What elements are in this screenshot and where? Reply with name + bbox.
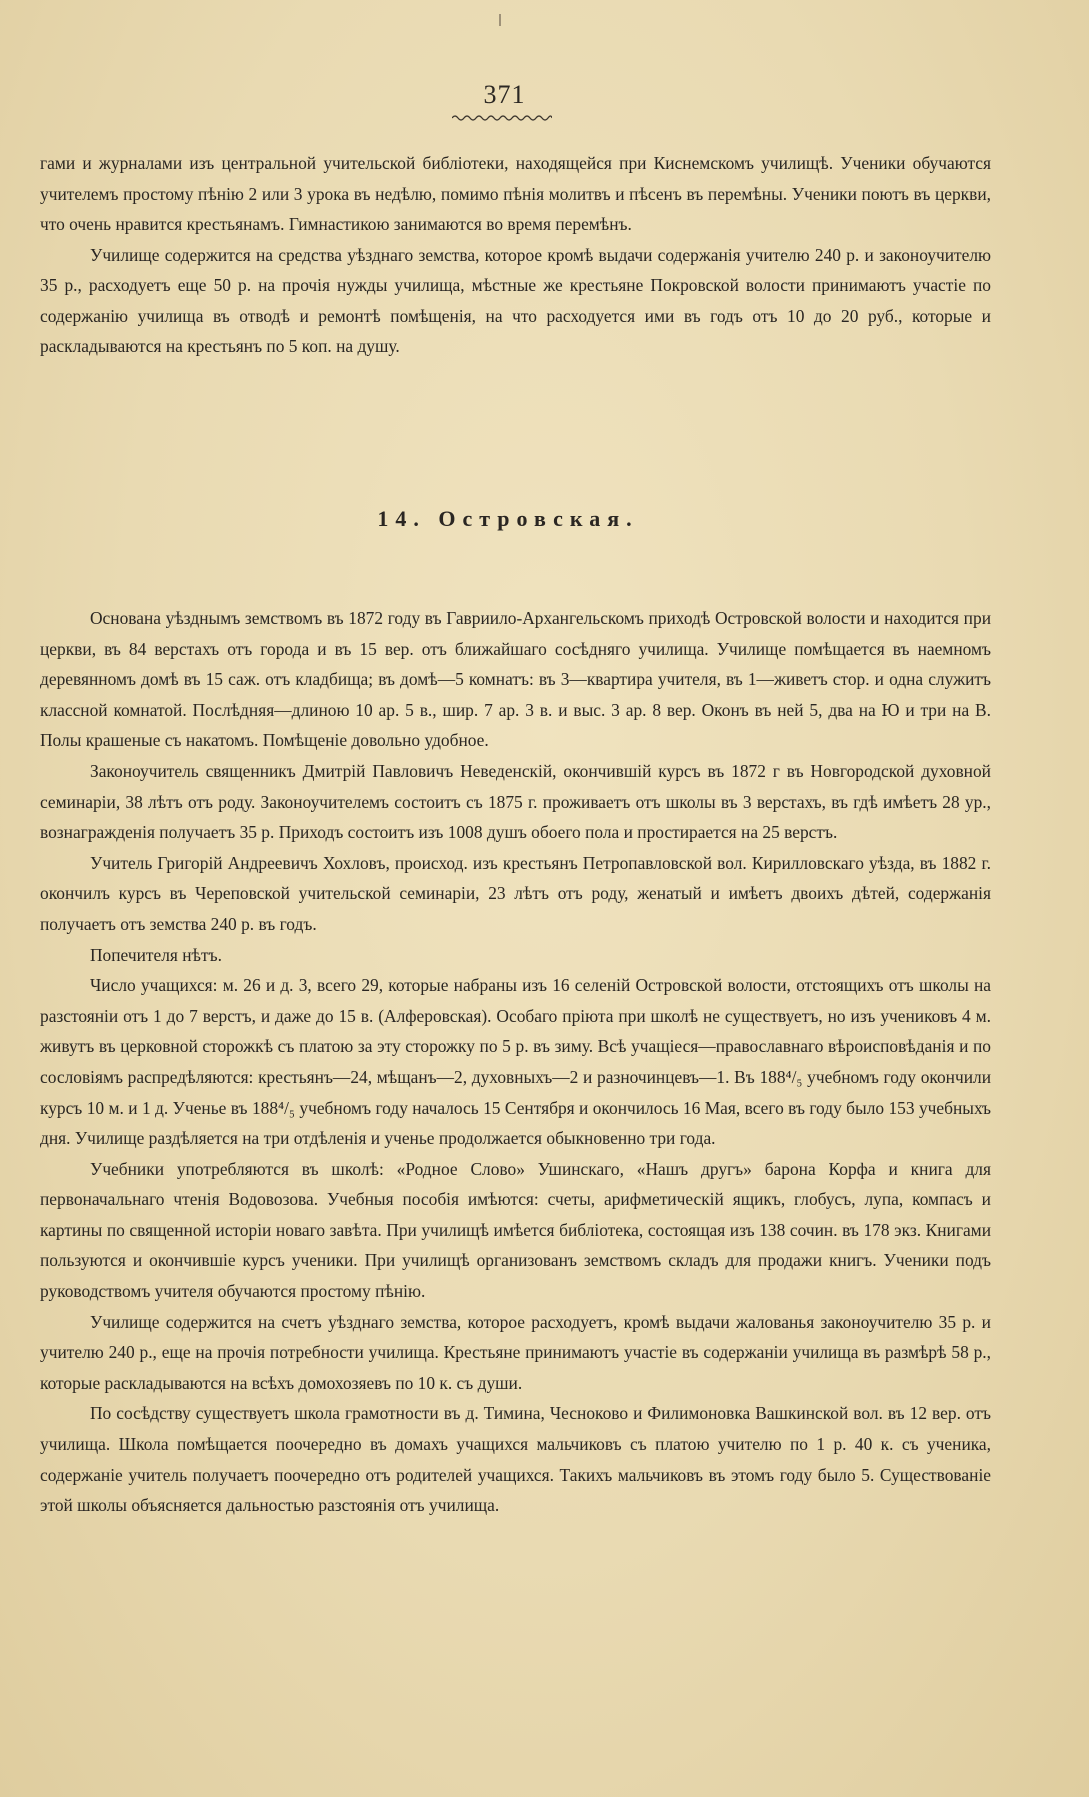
paragraph: Число учащихся: м. 26 и д. 3, всего 29, которые набраны изъ 16 селеній Островской волости, отстоящихъ отъ школы на разстояніи отъ 1 до 7 верстъ, и даже до 15 в. (Алферовская). Особаго пріюта при школѣ не существуетъ, но изъ учениковъ 4 м. живутъ въ церковной сторожкѣ съ платою за эту сторожку по 5 р. въ зиму. Всѣ учащіеся—православнаго вѣроисповѣданія и по сословіямъ распредѣляются: крестьянъ—24, мѣщанъ—2, духовныхъ—2 и разночинцевъ—1. Въ 188⁴/₅ учебномъ году окончили курсъ 10 м. и 1 д. Ученье въ 188⁴/₅ учебномъ году началось 15 Сентября и окончилось 16 Мая, всего въ году было 153 учебныхъ дня. Училище раздѣляется на три отдѣленія и ученье продолжается обыкновенно три года. <box>40 975 991 1149</box>
section-body <box>40 603 991 1521</box>
paragraph: Законоучитель священникъ Дмитрій Павловичъ Неведенскій, окончившій курсъ въ 1872 г въ Новгородской духовной семинаріи, 38 лѣтъ отъ роду. Законоучителемъ состоитъ съ 1875 г. проживаетъ отъ школы въ 3 верстахъ, въ гдѣ имѣетъ 28 ур., вознагражденія получаетъ 35 р. Приходъ состоитъ изъ 1008 душъ обоего пола и простирается на 25 верстъ. <box>40 760 991 843</box>
paragraph: Попечителя нѣтъ. <box>90 944 222 965</box>
page-number-ornament <box>452 114 552 122</box>
binding-mark <box>499 14 501 26</box>
page-number: 371 <box>483 80 526 109</box>
paragraph: Училище содержится на счетъ уѣзднаго земства, которое расходуетъ, кромѣ выдачи жалованья законоучителю 35 р. и учителю 240 р., еще на прочія потребности училища. Крестьяне принимаютъ участіе въ содержаніи училища въ размѣрѣ 58 р., которые раскладываются на всѣхъ домохозяевъ по 10 к. съ души. <box>40 1311 991 1393</box>
paragraph: гами и журналами изъ центральной учительской библіотеки, находящейся при Киснемскомъ училищѣ. Ученики обучаются учителемъ простому пѣнію 2 или 3 урока въ недѣлю, помимо пѣнія молитвъ и пѣсенъ въ перемѣны. Ученики поютъ въ церкви, что очень нравится крестьянамъ. Гимнастикою занимаются во время перемѣнъ. <box>40 153 991 234</box>
paragraph: Учитель Григорій Андреевичъ Хохловъ, происход. изъ крестьянъ Петропавловской вол. Кирилловскаго уѣзда, въ 1882 г. окончилъ курсъ въ Череповской учительской семинаріи, 23 лѣтъ отъ роду, женатый и имѣетъ двоихъ дѣтей, содержанія получаетъ отъ земства 240 р. въ годъ. <box>40 852 991 934</box>
paragraph: Учебники употребляются въ школѣ: «Родное Слово» Ушинскаго, «Нашъ другъ» барона Корфа и книга для первоначальнаго чтенія Водовозова. Учебныя пособія имѣются: счеты, арифметическій ящикъ, глобусъ, лупа, компасъ и картины по священной исторіи новаго завѣта. При училищѣ имѣется библіотека, состоящая изъ 138 сочин. въ 178 экз. Книгами пользуются и окончившіе курсъ ученики. При училищѣ организованъ земствомъ складъ для продажи книгъ. Ученики подъ руководствомъ учителя обучаются простому пѣнію. <box>40 1158 991 1302</box>
paragraph: По сосѣдству существуетъ школа грамотности въ д. Тимина, Чесноково и Филимоновка Вашкинской вол. въ 12 вер. отъ училища. Школа помѣщается поочередно въ домахъ учащихся мальчиковъ съ платою учителю по 1 р. 40 к. съ ученика, содержаніе учитель получаетъ поочередно отъ родителей учащихся. Такихъ мальчиковъ въ этомъ году было 5. Существованіе этой школы объясняется дальностью разстоянія отъ училища. <box>40 1403 991 1516</box>
continuation-text <box>40 148 991 362</box>
paragraph: Училище содержится на средства уѣзднаго земства, которое кромѣ выдачи содержанія учителю 240 р. и законоучителю 35 р., расходуетъ еще 50 р. на прочія нужды училища, мѣстные же крестьяне Покровской волости принимаютъ участіе по содержанію училища въ отводѣ и ремонтѣ помѣщенія, на что расходуется ими въ годъ отъ 10 до 20 руб., которые и раскладываются на крестьянъ по 5 коп. на душу. <box>40 244 991 356</box>
paragraph: Основана уѣзднымъ земствомъ въ 1872 году въ Гавриило-Архангельскомъ приходѣ Островской волости и находится при церкви, въ 84 верстахъ отъ города и въ 15 вер. отъ ближайшаго сосѣдняго училища. Училище помѣщается въ наемномъ деревянномъ домѣ въ 15 саж. отъ кладбища; въ домѣ—5 комнатъ: въ 3—квартира учителя, въ 1—живетъ стор. и одна служитъ классной комнатой. Послѣдняя—длиною 10 ар. 5 в., шир. 7 ар. 3 в. и выс. 3 ар. 8 вер. Оконъ въ ней 5, два на Ю и три на В. Полы крашеные съ накатомъ. Помѣщеніе довольно удобное. <box>40 608 991 751</box>
section-heading: 14. Островская. <box>377 506 639 531</box>
